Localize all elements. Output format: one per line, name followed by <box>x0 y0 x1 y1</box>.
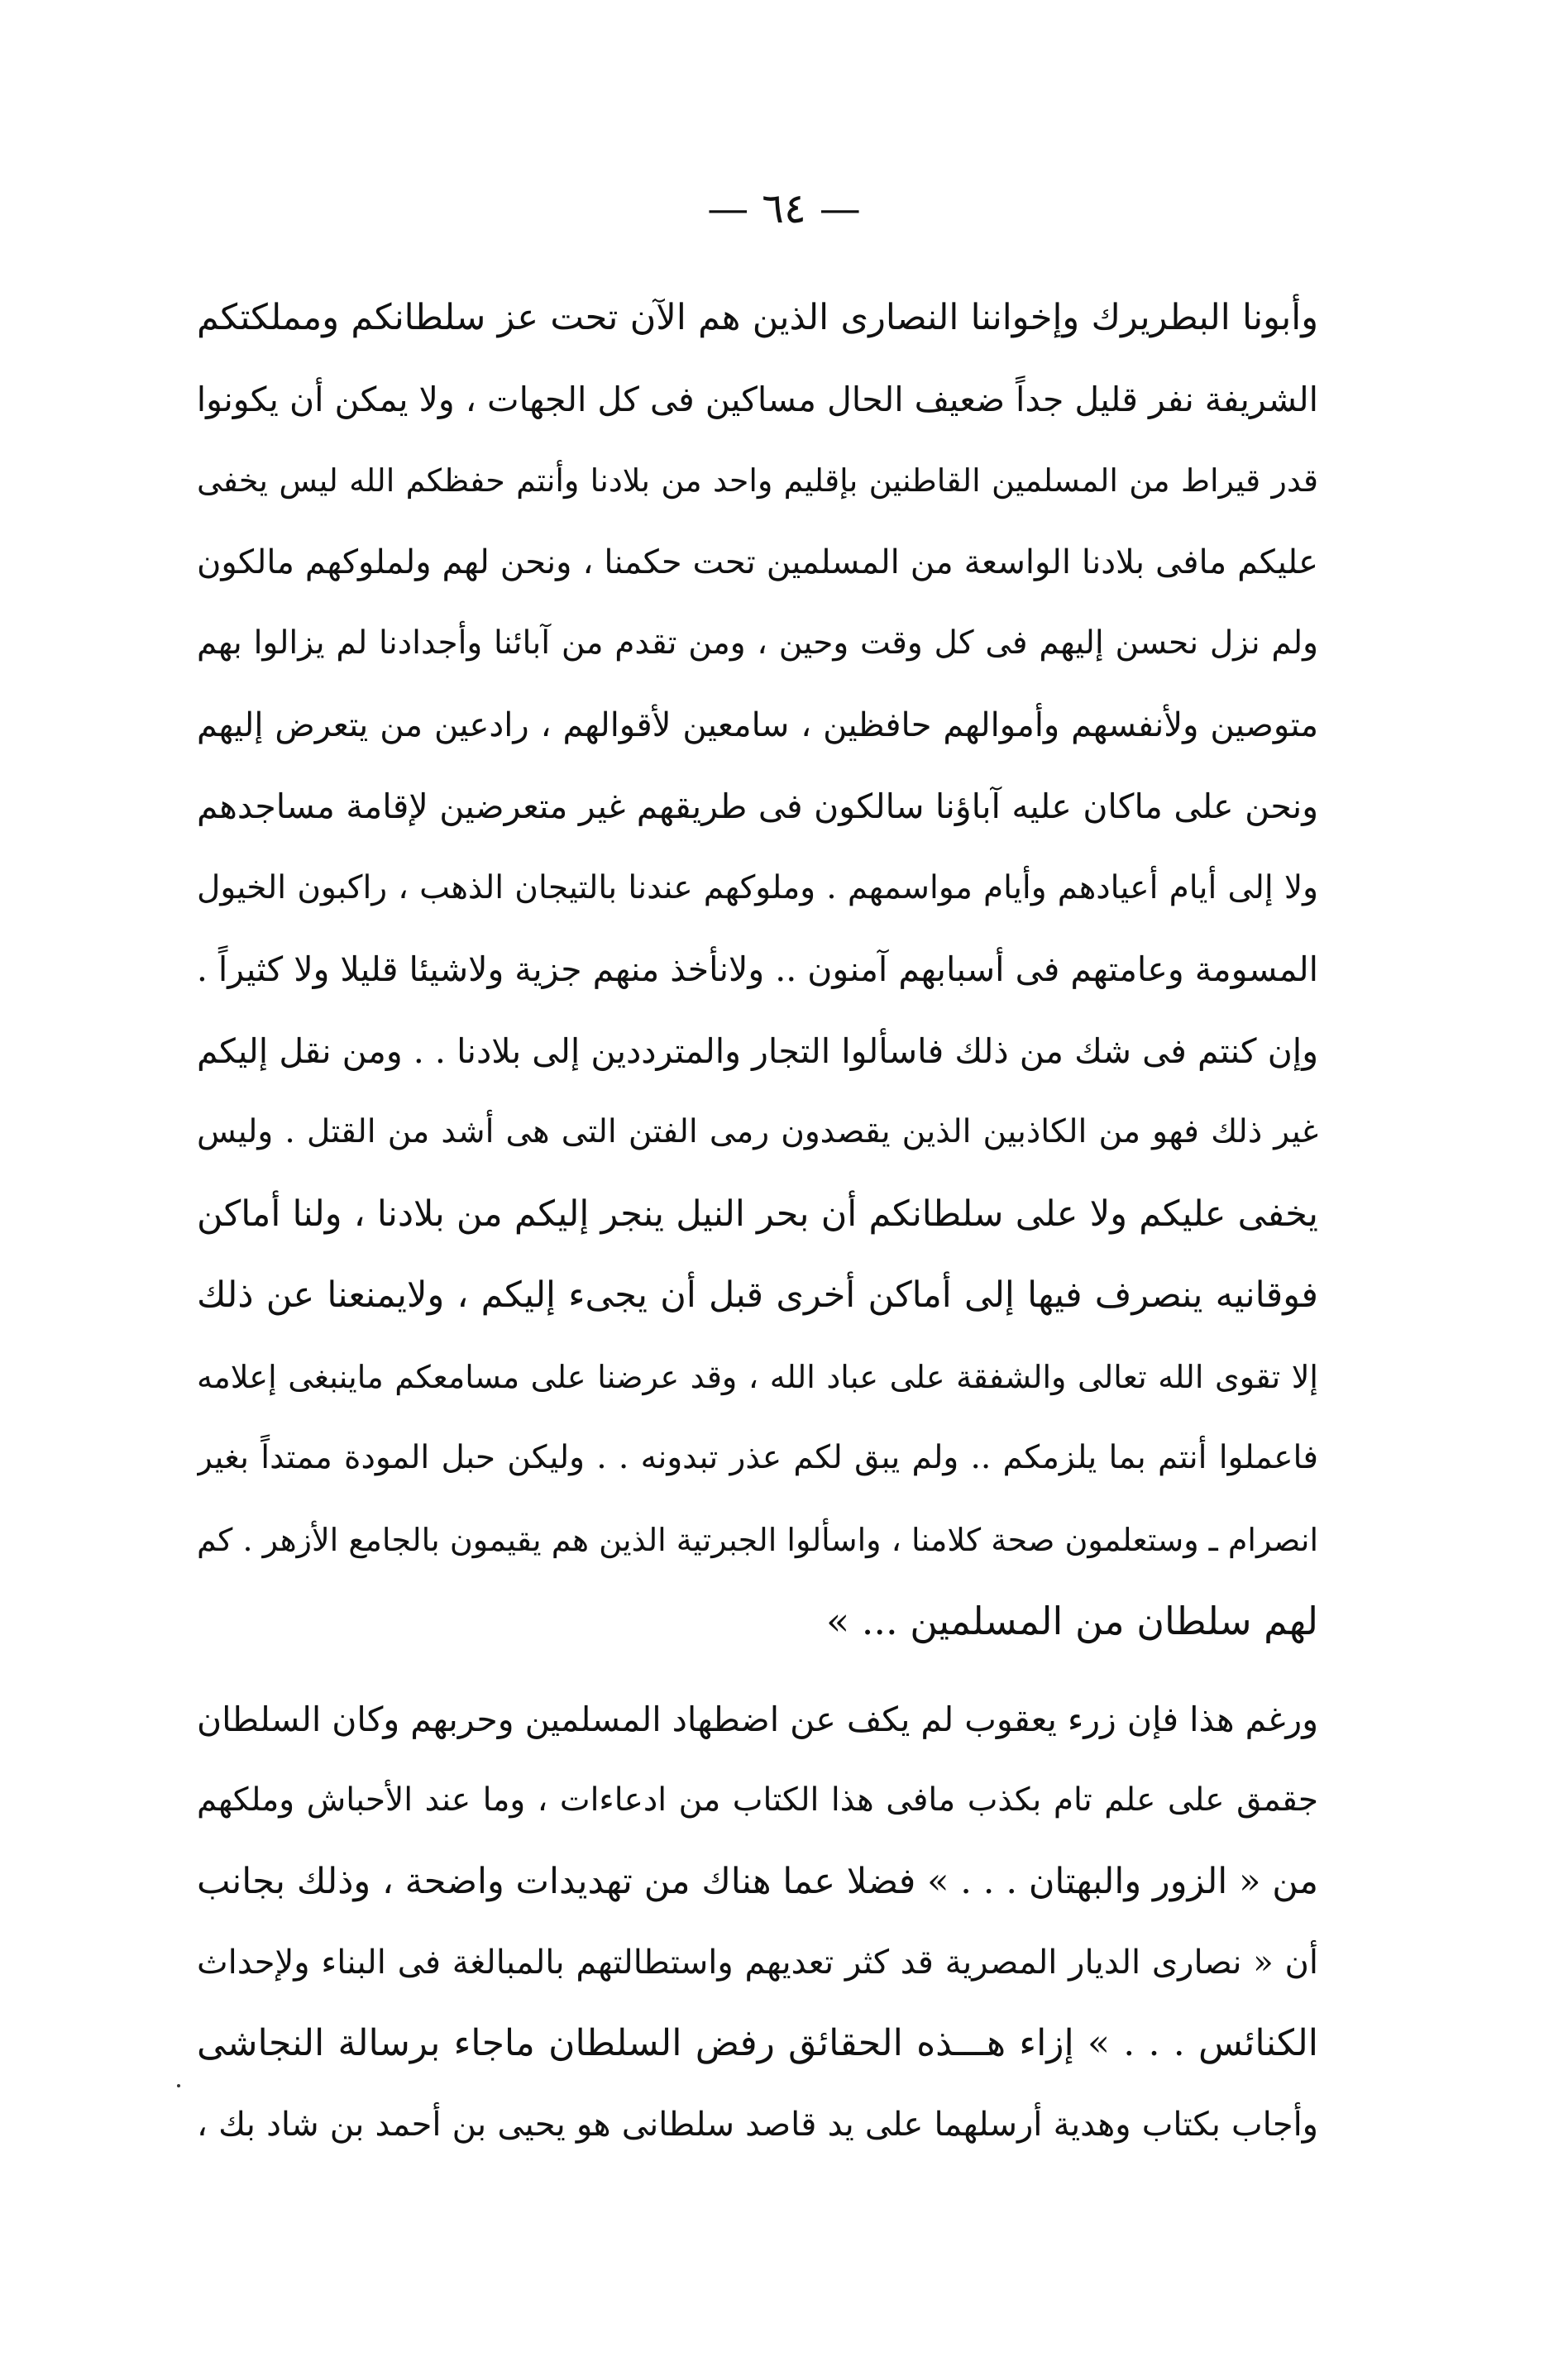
text-line: الشريفة نفر قليل جداً ضعيف الحال مساكين فى كل الجهات ، ولا يمكن أن يكونوا <box>197 379 1318 419</box>
text-line: وأبونا البطريرك وإخواننا النصارى الذين هم الآن تحت عز سلطانكم ومملكتكم <box>197 297 1318 338</box>
text-line: الكنائس . . . » إزاء هـــذه الحقائق رفض السلطان ماجاء برسالة النجاشى <box>197 2022 1318 2064</box>
text-line: يخفى عليكم ولا على سلطانكم أن بحر النيل ينجر إليكم من بلادنا ، ولنا أماكن <box>197 1193 1318 1235</box>
paragraph-1 <box>197 277 1318 1662</box>
scan-speck <box>177 2084 180 2087</box>
text-line: متوصين ولأنفسهم وأموالهم حافظين ، سامعين لأقوالهم ، رادعين من يتعرض إليهم <box>197 705 1318 744</box>
text-line: قدر قيراط من المسلمين القاطنين بإقليم واحد من بلادنا وأنتم حفظكم الله ليس يخفى <box>197 462 1318 499</box>
text-line: ولم نزل نحسن إليهم فى كل وقت وحين ، ومن تقدم من آبائنا وأجدادنا لم يزالوا بهم <box>197 624 1318 662</box>
text-line: عليكم مافى بلادنا الواسعة من المسلمين تحت حكمنا ، ونحن لهم ولملوكهم مالكون <box>197 543 1318 581</box>
text-line: أن « نصارى الديار المصرية قد كثر تعديهم واستطالتهم بالمبالغة فى البناء ولإحداث <box>197 1944 1318 1982</box>
text-line: ولا إلى أيام أعيادهم وأيام مواسمهم . وملوكهم عندنا بالتيجان الذهب ، راكبون الخيول <box>197 868 1318 906</box>
text-line: وإن كنتم فى شك من ذلك فاسألوا التجار والمترددين إلى بلادنا . . ومن نقل إليكم <box>197 1030 1318 1071</box>
text-line: ورغم هذا فإن زرء يعقوب لم يكف عن اضطهاد المسلمين وحربهم وكان السلطان <box>197 1700 1318 1739</box>
text-line: وأجاب بكتاب وهدية أرسلهما على يد قاصد سلطانى هو يحيى بن أحمد بن شاد بك ، <box>197 2106 1318 2144</box>
text-line: انصرام ـ وستعلمون صحة كلامنا ، واسألوا الجبرتية الذين هم يقيمون بالجامع الأزهر . كم <box>197 1521 1318 1558</box>
paragraph-2 <box>197 1679 1318 2165</box>
text-line: غير ذلك فهو من الكاذبين الذين يقصدون رمى الفتن التى هى أشد من القتل . وليس <box>197 1113 1318 1150</box>
text-line: المسومة وعامتهم فى أسبابهم آمنون .. ولانأخذ منهم جزية ولاشيئا قليلا ولا كثيراً . <box>197 949 1318 989</box>
text-line: جقمق على علم تام بكذب مافى هذا الكتاب من ادعاءات ، وما عند الأحباش وملكهم <box>197 1781 1318 1819</box>
text-line: إلا تقوى الله تعالى والشفقة على عباد الله ، وقد عرضنا على مسامعكم ماينبغى إعلامه <box>197 1358 1318 1395</box>
text-line: من « الزور والبهتان . . . » فضلا عما هناك من تهديدات واضحة ، وذلك بجانب <box>197 1861 1318 1902</box>
text-line: فاعملوا أنتم بما يلزمكم .. ولم يبق لكم عذر تبدونه . . وليكن حبل المودة ممتداً بغير <box>197 1439 1318 1476</box>
text-line: لهم سلطان من المسلمين ... » <box>825 1599 1318 1643</box>
text-line: فوقانيه ينصرف فيها إلى أماكن أخرى قبل أن يجىء إليكم ، ولايمنعنا عن ذلك <box>197 1274 1318 1316</box>
page-number: — ٦٤ — <box>707 184 861 232</box>
text-line: ونحن على ماكان عليه آباؤنا سالكون فى طريقهم غير متعرضين لإقامة مساجدهم <box>197 787 1318 826</box>
